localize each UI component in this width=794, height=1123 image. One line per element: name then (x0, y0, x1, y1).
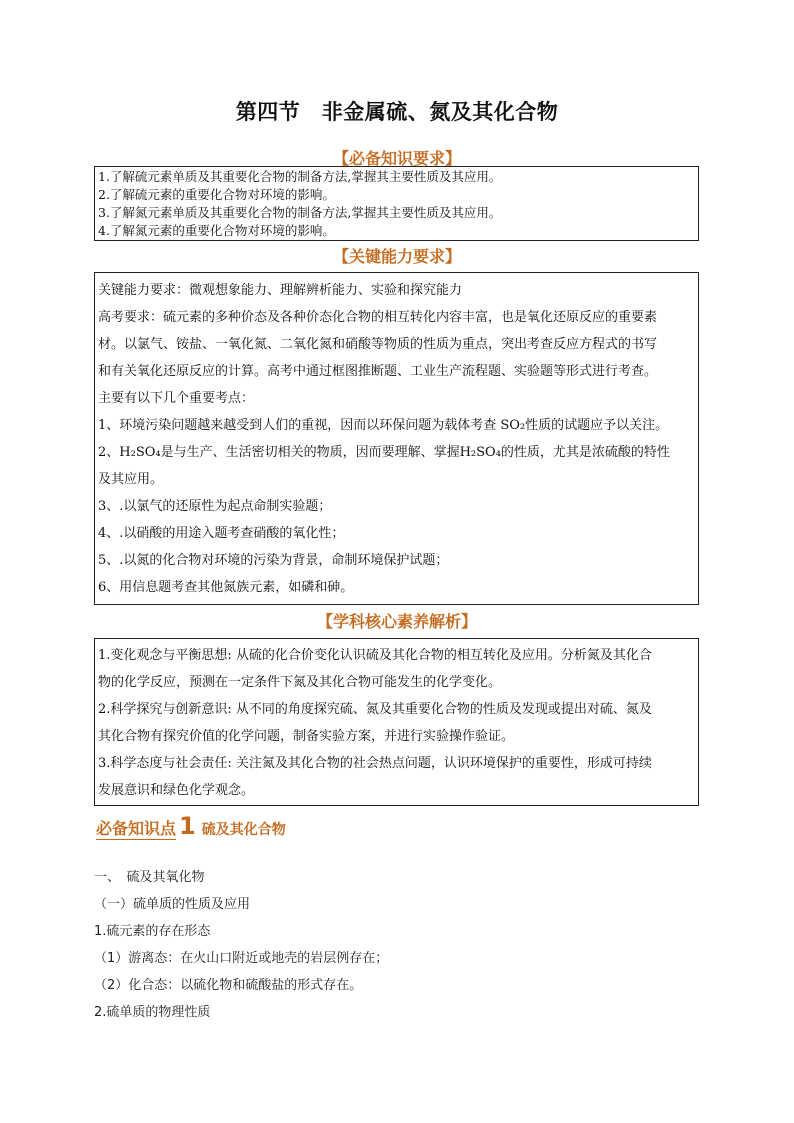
body-line: 1.硫元素的存在形态 (94, 924, 211, 939)
ability-line: 材。以氯气、铵盐、一氧化氮、二氧化氮和硝酸等物质的性质为重点，突出考查反应方程式的书写 (98, 337, 658, 352)
knowledge-point-number: 1 (179, 812, 196, 840)
ability-line: 及其应用。 (98, 472, 164, 487)
core-line: 2.科学探究与创新意识: 从不同的角度探究硫、氮及其重要化合物的性质及发现或提出对硫、氮及 (98, 702, 652, 717)
ability-line: 4、.以硝酸的用途入题考查硝酸的氧化性； (98, 526, 345, 541)
ability-line: 3、.以氯气的还原性为起点命制实验题； (98, 499, 332, 514)
knowledge-point-label: 必备知识点 (96, 819, 177, 838)
knowledge-item: 3.了解氮元素单质及其重要化合物的制备方法,掌握其主要性质及其应用。 (98, 205, 502, 220)
core-line: 物的化学反应，预测在一定条件下氮及其化合物可能发生的化学变化。 (98, 675, 502, 690)
body-line: （1）游离态：在火山口附近或地壳的岩层例存在； (94, 951, 389, 966)
ability-line: 1、环境污染问题越来越受到人们的重视，因而以环保问题为载体考查 SO₂性质的试题应予以关注。 (98, 418, 669, 433)
knowledge-item: 2.了解硫元素的重要化合物对环境的影响。 (98, 187, 335, 202)
body-subheading: （一）硫单质的性质及应用 (94, 897, 251, 912)
ability-line: 关键能力要求：微观想象能力、理解辨析能力、实验和探究能力 (98, 283, 463, 298)
knowledge-item: 1.了解硫元素单质及其重要化合物的制备方法,掌握其主要性质及其应用。 (98, 169, 502, 184)
ability-line: 2、H₂SO₄是与生产、生活密切相关的物质，因而要理解、掌握H₂SO₄的性质，尤其是浓硫酸的特性 (98, 445, 670, 460)
core-line: 其化合物有探究价值的化学问题，制备实验方案，并进行实验操作验证。 (98, 729, 515, 744)
core-line: 3.科学态度与社会责任: 关注氮及其化合物的社会热点问题，认识环境保护的重要性，形成可持续 (98, 756, 652, 771)
ability-line: 高考要求：硫元素的多种价态及各种价态化合物的相互转化内容丰富，也是氧化还原反应的重要素 (98, 310, 658, 325)
core-literacy-box (94, 638, 699, 806)
ability-requirements-box (94, 272, 699, 605)
knowledge-requirements-heading: 【必备知识要求】 (332, 149, 461, 168)
core-line: 1.变化观念与平衡思想: 从硫的化合价变化认识硫及其化合物的相互转化及应用。分析氮及其化合 (98, 648, 652, 663)
core-line: 发展意识和绿色化学观念。 (98, 783, 255, 798)
ability-line: 主要有以下几个重要考点： (98, 391, 255, 406)
page-title: 第四节 非金属硫、氮及其化合物 (235, 100, 559, 124)
core-literacy-heading: 【学科核心素养解析】 (316, 612, 477, 631)
body-line: 2.硫单质的物理性质 (94, 1005, 211, 1020)
ability-line: 6、用信息题考查其他氮族元素，如磷和砷。 (98, 580, 354, 595)
knowledge-requirements-box (94, 166, 699, 241)
ability-line: 5、.以氮的化合物对环境的污染为背景，命制环境保护试题； (98, 553, 449, 568)
knowledge-point-heading (96, 812, 286, 840)
ability-line: 和有关氧化还原反应的计算。高考中通过框图推断题、工业生产流程题、实验题等形式进行考查。 (98, 364, 658, 379)
body-line: （2）化合态：以硫化物和硫酸盐的形式存在。 (94, 978, 363, 993)
ability-requirements-heading: 【关键能力要求】 (332, 247, 461, 266)
body-heading: 一、 硫及其氧化物 (94, 870, 205, 885)
knowledge-item: 4.了解氮元素的重要化合物对环境的影响。 (98, 223, 335, 238)
knowledge-point-title: 硫及其化合物 (201, 822, 286, 838)
